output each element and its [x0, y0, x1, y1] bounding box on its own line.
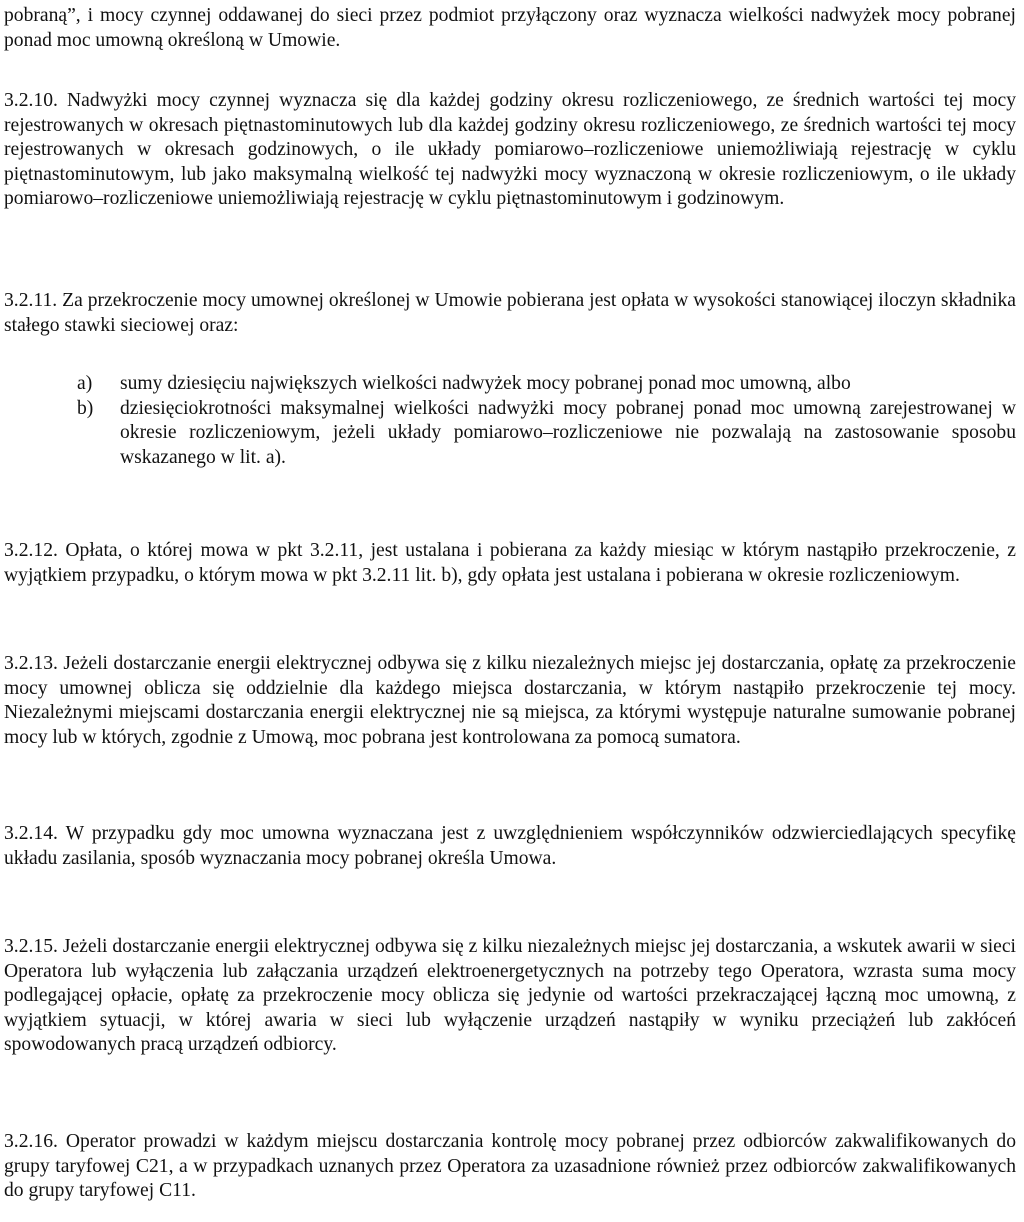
section-3-2-11-list: [4, 372, 1016, 470]
section-number: 3.2.15.: [4, 936, 58, 957]
section-3-2-14: [4, 822, 1016, 871]
list-marker: b): [77, 397, 94, 419]
section-3-2-16: [4, 1130, 1016, 1204]
section-3-2-10: [4, 89, 1016, 212]
section-number: 3.2.14.: [4, 823, 58, 844]
section-number: 3.2.13.: [4, 653, 58, 674]
section-text: Nadwyżki mocy czynnej wyznacza się dla każdej godziny okresu rozliczeniowego, ze średnich wartości tej mocy rejestrowanych w okresach piętnastominutowych lub dla każdej godziny okresu rozliczeniowego, ze średnich wartości tej mocy rejestrowanych w okresach godzinowych, o ile układy pomiarowo–rozliczeniowe uniemożliwiają rejestrację w cyklu piętnastominutowym, lub jako maksymalną wielkość tej nadwyżki mocy wyznaczoną w okresie rozliczeniowym, o ile układy pomiarowo–rozliczeniowe uniemożliwiają rejestrację w cyklu piętnastominutowym i godzinowym.: [4, 90, 1016, 210]
section-text: Opłata, o której mowa w pkt 3.2.11, jest ustalana i pobierana za każdy miesiąc w którym nastąpiło przekroczenie, z wyjątkiem przypadku, o którym mowa w pkt 3.2.11 lit. b), gdy opłata jest ustalana i pobierana w okresie rozliczeniowym.: [4, 540, 1016, 586]
section-text: W przypadku gdy moc umowna wyznaczana jest z uwzględnieniem współczynników odzwierciedlających specyfikę układu zasilania, sposób wyznaczania mocy pobranej określa Umowa.: [4, 823, 1016, 869]
section-text: Za przekroczenie mocy umownej określonej w Umowie pobierana jest opłata w wysokości stanowiącej iloczyn składnika stałego stawki sieciowej oraz:: [4, 290, 1016, 336]
list-item-a: [4, 372, 1016, 397]
list-marker: a): [77, 373, 93, 394]
section-number: 3.2.16.: [4, 1131, 58, 1152]
intro-paragraph: pobraną”, i mocy czynnej oddawanej do sieci przez podmiot przyłączony oraz wyznacza wielkości nadwyżek mocy pobranej ponad moc umowną określoną w Umowie.: [4, 5, 1016, 51]
section-3-2-11: [4, 289, 1016, 338]
section-3-2-12: [4, 539, 1016, 588]
list-item-b: [4, 397, 1016, 471]
section-3-2-15: [4, 935, 1016, 1058]
section-3-2-13: [4, 652, 1016, 750]
list-item-text: sumy dziesięciu największych wielkości nadwyżek mocy pobranej ponad moc umowną, albo: [120, 373, 851, 394]
list-item-text: dziesięciokrotności maksymalnej wielkości nadwyżki mocy pobranej ponad moc umowną zarejestrowanej w okresie rozliczeniowym, jeżeli układy pomiarowo–rozliczeniowe nie pozwalają na zastosowanie sposobu wskazanego w lit. a).: [120, 397, 1016, 468]
section-text: Jeżeli dostarczanie energii elektrycznej odbywa się z kilku niezależnych miejsc jej dostarczania, opłatę za przekroczenie mocy umownej oblicza się oddzielnie dla każdego miejsca dostarczania, w którym nastąpiło przekroczenie tej mocy. Niezależnymi miejscami dostarczania energii elektrycznej nie są miejsca, za którymi występuje naturalne sumowanie pobranej mocy lub w których, zgodnie z Umową, moc pobrana jest kontrolowana za pomocą sumatora.: [4, 653, 1016, 748]
section-text: Jeżeli dostarczanie energii elektrycznej odbywa się z kilku niezależnych miejsc jej dostarczania, a wskutek awarii w sieci Operatora lub wyłączenia lub załączania urządzeń elektroenergetycznych na potrzeby tego Operatora, wzrasta suma mocy podlegającej opłacie, opłatę za przekroczenie mocy oblicza się jedynie od wartości przekraczającej łączną moc umowną, z wyjątkiem sytuacji, w której awaria w sieci lub wyłączenie urządzeń nastąpiły w wyniku przeciążeń lub zakłóceń spowodowanych pracą urządzeń odbiorcy.: [4, 936, 1017, 1056]
section-number: 3.2.12.: [4, 540, 58, 561]
section-number: 3.2.10.: [4, 90, 58, 111]
section-number: 3.2.11.: [4, 290, 58, 311]
section-text: Operator prowadzi w każdym miejscu dostarczania kontrolę mocy pobranej przez odbiorców zakwalifikowanych do grupy taryfowej C21, a w przypadkach uznanych przez Operatora za uzasadnione również przez odbiorców zakwalifikowanych do grupy taryfowej C11.: [4, 1131, 1016, 1202]
